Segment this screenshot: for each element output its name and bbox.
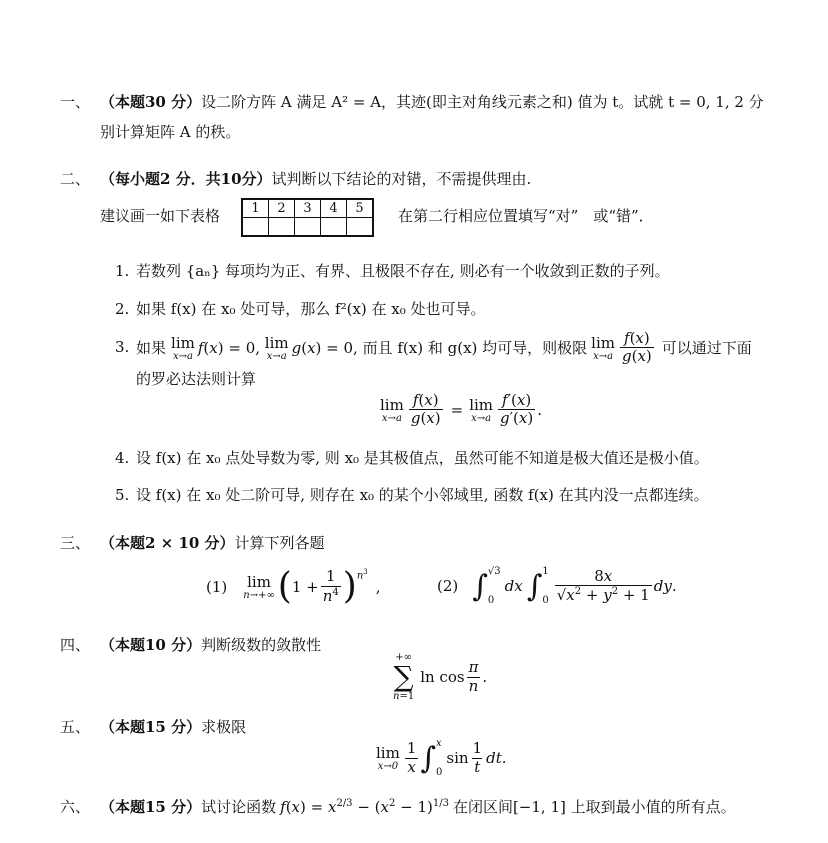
problem-5-points: （本题15 分） [100,718,202,736]
sub-label-2: (2) [437,577,459,595]
item-4-number: 4. [115,449,130,467]
item-3-text-a: 如果 [136,338,167,357]
problem-5-number: 五、 [60,718,91,736]
limit-formula: lim x→0 $\frac{1}{x}$ ∫ x 0 sin $\frac{1}{t}$ dt. [376,738,507,778]
series-formula: +∞ ∑ n=1 ln cos $\frac{\pi}{n}$ . [393,652,488,702]
item-3-number: 3. [115,338,130,356]
limit-operator: lim x→a [591,333,615,362]
answer-table-header: 4 [321,199,347,218]
fraction: $\frac{f(x)}{g(x)}$ [621,329,652,366]
item-3-text-c: 可以通过下面 [661,338,752,357]
problem-4-line1 [100,636,321,654]
answer-table-header: 3 [295,199,321,218]
problem-4-number: 四、 [60,636,91,654]
problem-2-line1 [100,170,531,188]
problem-1-line1 [100,93,764,111]
problem-2-number: 二、 [60,170,91,188]
item-3-text-d: 的罗必达法则计算 [136,370,257,388]
problem-5-text1: 求极限 [201,718,247,736]
answer-table-cell [295,218,321,237]
problem-1-number: 一、 [60,93,91,111]
problem-6-text1a: 试讨论函数 [201,798,277,816]
lhopital-equation: lim x→a $\frac{f(x)}{g(x)}$ = lim x→a $\frac{f'(x)}{g'(x)}$ . [380,391,543,428]
problem-3-formula-1: (1) lim n→+∞ ( 1 + $\frac{1}{n^4}$ ) $^{n^3}$ , [206,566,381,607]
problem-6-text1b: 在闭区间[−1, 1] 上取到最小值的所有点。 [452,798,736,816]
item-4-text: 设 f(x) 在 x₀ 点处导数为零, 则 x₀ 是其极值点，虽然可能不知道是极大值还是极小值。 [136,449,709,467]
problem-6-line1: （本题15 分） 试讨论函数 $f(x) = x^{2/3} - (x^2 - 1)^{1/3}$ 在闭区间[−1, 1] 上取到最小值的所有点。 [100,798,736,816]
problem-2-table-suffix: 在第二行相应位置填写“对” 或“错”． [398,207,654,225]
problem-1-text2: 别计算矩阵 A 的秩。 [100,123,241,141]
answer-table-header: 5 [347,199,374,218]
answer-table-cell [269,218,295,237]
limit-operator: lim x→a [264,333,289,362]
problem-3-line1 [100,534,325,552]
item-5-text: 设 f(x) 在 x₀ 处二阶可导, 则存在 x₀ 的某个小邻域里, 函数 f(x) 在其内没一点都连续。 [136,486,709,504]
limit-operator: lim x→a [171,333,195,362]
problem-3-formula-2: (2) ∫ √3 0 dx ∫ 1 0 $\frac{8x}{√x^2 + y^2 + 1}$ dy. [437,566,677,606]
answer-table-cell [321,218,347,237]
problem-3-text1: 计算下列各题 [234,534,325,552]
problem-1-points: （本题30 分） [100,93,202,111]
problem-5-line1 [100,718,246,736]
item-2-number: 2. [115,300,130,318]
problem-3-number: 三、 [60,534,91,552]
item-1-text: 若数列 {aₙ} 每项均为正、有界、且极限不存在, 则必有一个收敛到正数的子列。 [136,262,670,280]
sub-label-1: (1) [206,577,228,596]
item-2-text: 如果 f(x) 在 x₀ 处可导，那么 f²(x) 在 x₀ 处也可导。 [136,300,486,318]
answer-table [241,198,374,237]
problem-2-points: （每小题2 分．共10分） [100,170,272,188]
answer-table-cell [347,218,374,237]
problem-6-number: 六、 [60,798,91,816]
problem-2-table-prefix: 建议画一如下表格 [100,207,221,225]
answer-table-cell [242,218,269,237]
problem-3-points: （本题2 × 10 分） [100,534,235,552]
answer-table-header: 2 [269,199,295,218]
problem-4-text1: 判断级数的敛散性 [201,636,322,654]
problem-4-points: （本题10 分） [100,636,202,654]
problem-1-text1: 设二阶方阵 A 满足 A² = A，其迹(即主对角线元素之和) 值为 t。试就 t = 0, 1, 2 分 [201,93,764,111]
problem-2-text1: 试判断以下结论的对错，不需提供理由. [271,170,532,188]
item-5-number: 5. [115,486,130,504]
problem-6-points: （本题15 分） [100,798,202,816]
item-3-line: 如果 lim x→a f(x) = 0, lim x→a g(x) = 0, 而且 f(x) 和 g(x) 均可导，则极限 lim x→a $\frac{f(x)}{g(x)}$ 可以通过下面 [136,329,752,366]
item-1-number: 1. [115,262,130,280]
answer-table-header: 1 [242,199,269,218]
item-3-text-b: 而且 f(x) 和 g(x) 均可导，则极限 [362,338,588,357]
